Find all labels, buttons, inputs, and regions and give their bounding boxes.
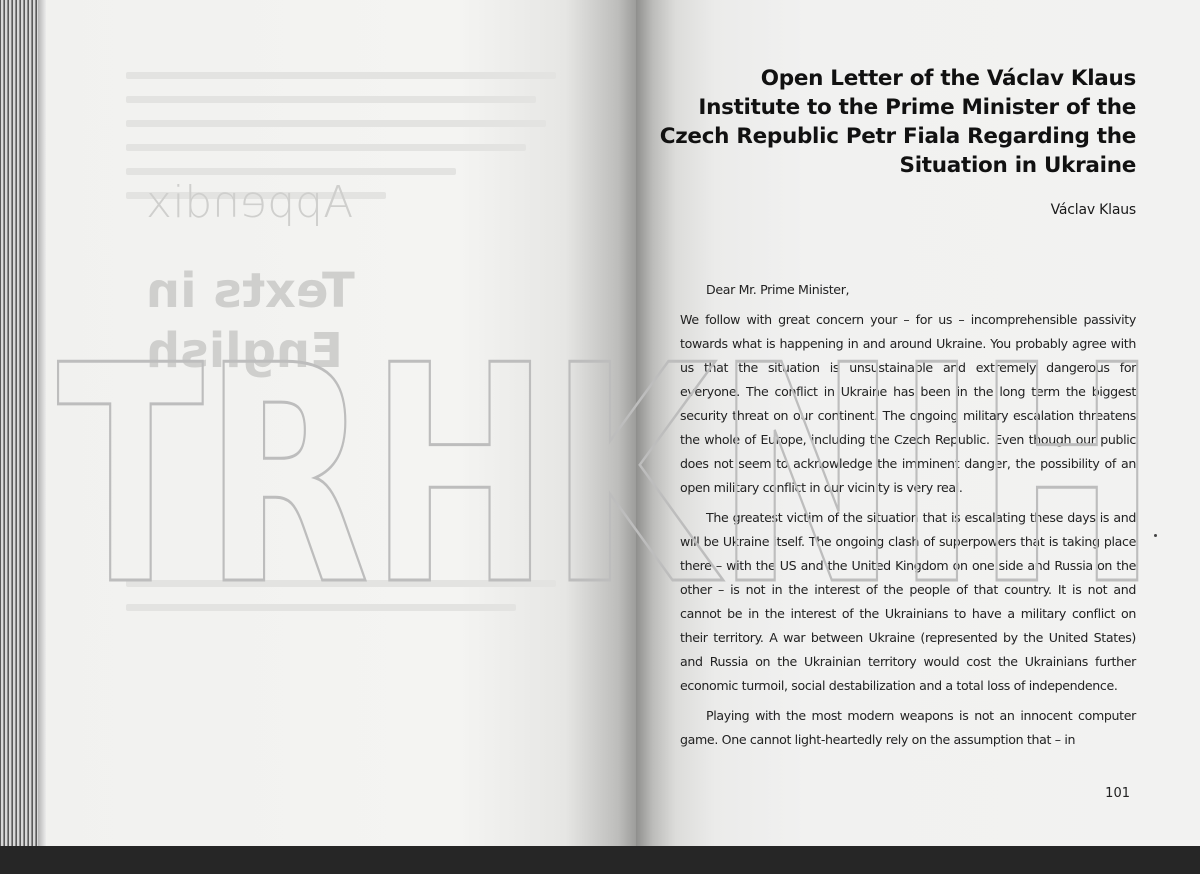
letter-greeting: Dear Mr. Prime Minister, [706,282,850,297]
mirrored-appendix-label: Appendix [146,177,354,228]
mirrored-show-through-text [146,175,506,381]
body-paragraph-2: The greatest victim of the situation that is escalating these days is and will be Ukraine itself. The ongoing clash of superpowers that is taking place there – with the US and the United Kingdom on one side and Russia on the other – is not in the interest of the people of that country. It is not and cannot be in the interest of the Ukrainians to have a military conflict on their territory. A war between Ukraine (represented by the United States) and Russia on the Ukrainian territory would cost the Ukrainians further economic turmoil, social destabilization and a total loss of independence. [680,510,1136,693]
letter-body [680,278,1136,752]
page-edge-stack [0,0,46,846]
mirrored-texts-in-english-label: Texts in English [146,263,355,379]
stray-mark [1154,534,1157,537]
letter-title: Open Letter of the Václav Klaus Institute to the Prime Minister of the Czech Republic Petr Fiala Regarding the Situation in Ukraine [659,66,1136,178]
body-paragraph-3: Playing with the most modern weapons is not an innocent computer game. One cannot light-heartedly rely on the assumption that – in [680,708,1136,747]
body-paragraph-1: We follow with great concern your – for us – incomprehensible passivity towards what is happening in and around Ukraine. You probably agree with us that the situation is unsustainable and extremely dangerous for everyone. The conflict in Ukraine has been in the long term the biggest security threat on our continent. The ongoing military escalation threatens the whole of Europe, including the Czech Republic. Even though our public does not seem to acknowledge the imminent danger, the possibility of an open military conflict in our vicinity is very real. [680,312,1136,495]
page-number: 101 [1105,786,1130,801]
scan-bottom-border [0,846,1200,874]
letter-author: Václav Klaus [1050,202,1136,218]
svg-text:TRHKNIH: TRHKNIH [57,318,1157,598]
left-page [46,0,636,846]
